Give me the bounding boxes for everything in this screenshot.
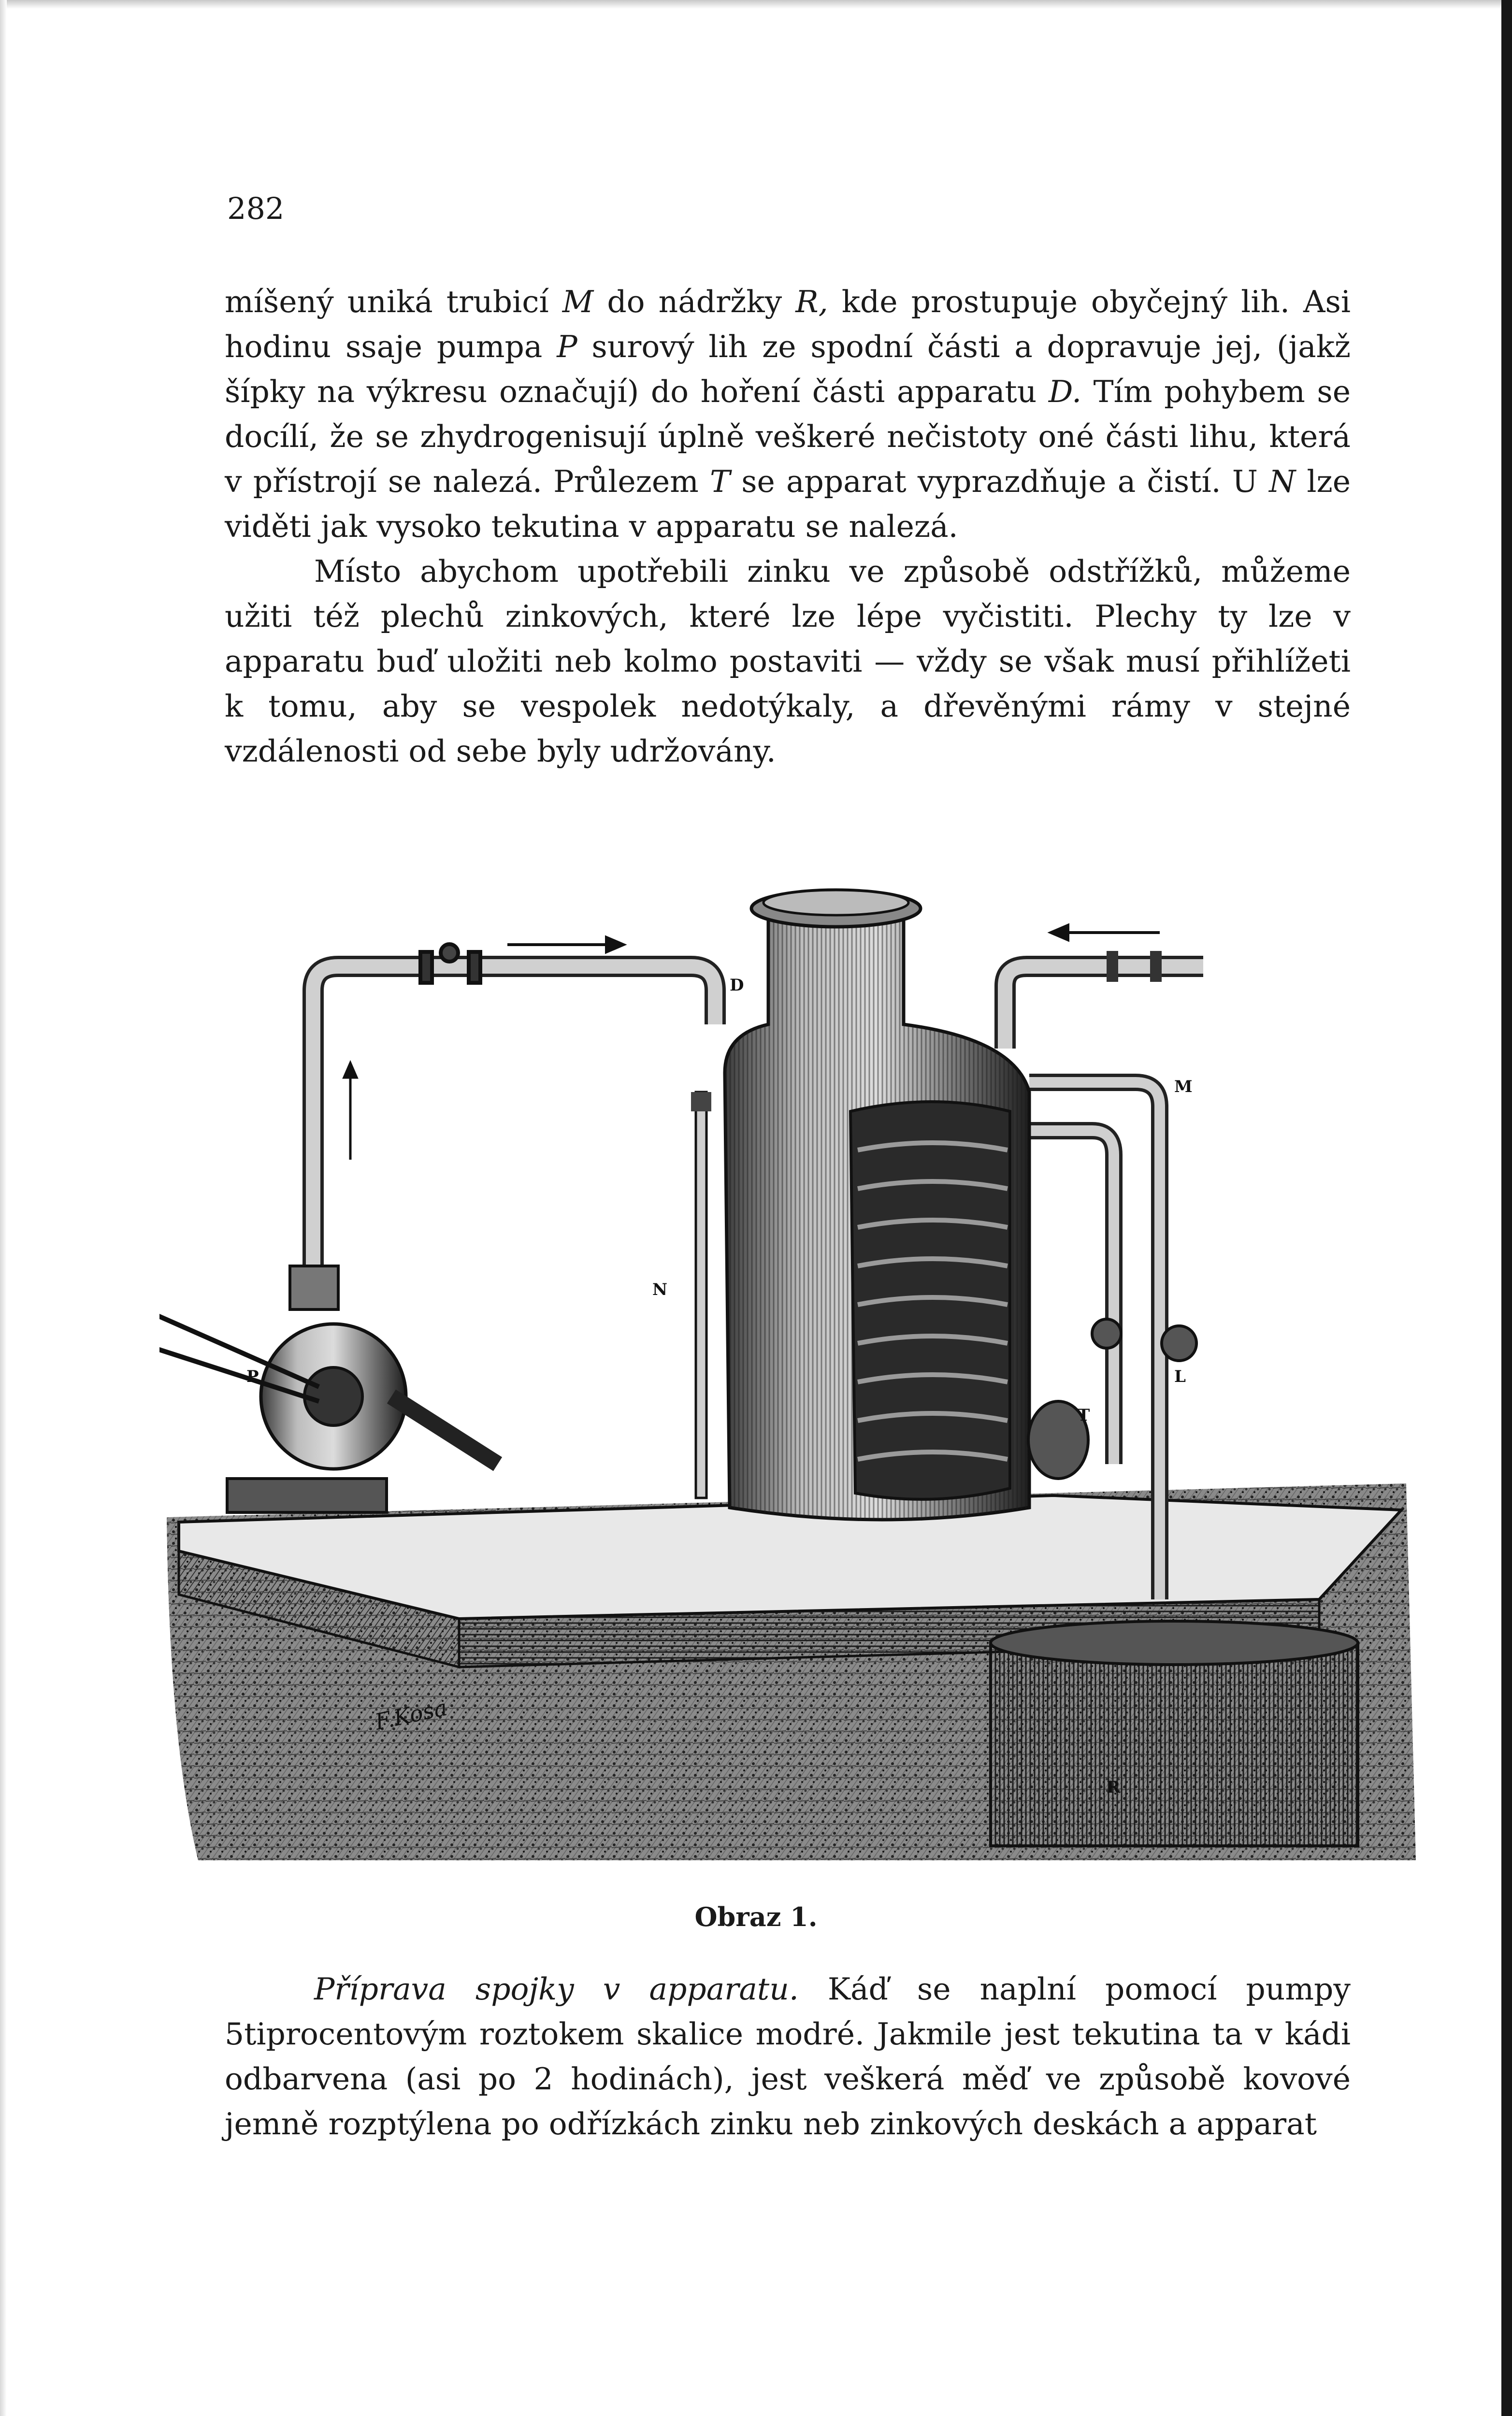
- scan-edge-left: [0, 0, 7, 2416]
- paragraph-1: [225, 279, 1351, 549]
- scan-edge-top: [0, 0, 1512, 9]
- vat-r: [991, 1621, 1358, 1846]
- text-segment: lze viděti jak vysoko tekutina v apparatu se nalezá.: [225, 464, 1351, 544]
- label-n-fig: N: [652, 1280, 668, 1299]
- label-d-fig: D: [730, 976, 744, 995]
- flow-arrow-right: [507, 937, 623, 952]
- left-pipe: [313, 944, 715, 1266]
- paragraph-3: [225, 1967, 1351, 2146]
- text-segment: surový lih ze spodní části a dopravuje jej, (jakž šípky na výkresu označují) do hoření části apparatu: [225, 329, 1351, 409]
- engraver-signature: F.Kosa: [373, 1694, 450, 1735]
- scan-edge-right: [1501, 0, 1512, 2416]
- label-d: D.: [1048, 374, 1082, 409]
- flow-arrow-up: [344, 1063, 357, 1160]
- text-segment: míšený uniká trubicí: [225, 284, 562, 319]
- flow-arrow-left: [1051, 925, 1160, 940]
- label-r: R,: [795, 284, 828, 319]
- level-gauge-n: [691, 1092, 711, 1498]
- text-segment: Tím pohybem se docílí, že se zhydrogenisují úplně veškeré nečistoty oné části lihu, která v přístrojí se nalezá. Průlezem: [225, 374, 1351, 499]
- vessel-d: [725, 890, 1088, 1520]
- pump-p: [159, 1266, 498, 1512]
- label-p-fig: P: [246, 1367, 259, 1386]
- label-r-fig: R: [1107, 1778, 1121, 1797]
- figure-caption: Obraz 1.: [694, 1901, 818, 1932]
- paragraph-3-text: Káď se naplní pomocí pumpy 5tiprocentovým roztokem skalice modré. Jakmile jest tekutina ta v kádi odbarvena (asi po 2 hodinách), jest veškerá měď ve způsobě kovové jemně rozptýlena po odřízkách zinku neb zinkových deskách a apparat: [225, 1971, 1351, 2142]
- apparatus-illustration: [159, 821, 1426, 1870]
- paragraph-2: [225, 549, 1351, 774]
- page-number: 282: [227, 191, 285, 226]
- engraving: [159, 821, 1426, 1870]
- label-m: M: [562, 284, 594, 319]
- label-t: T: [710, 464, 731, 499]
- label-m-fig: M: [1174, 1077, 1193, 1096]
- section-lead: Příprava spojky v apparatu.: [314, 1971, 799, 2007]
- text-segment: do nádržky: [593, 284, 796, 319]
- label-t-fig: T: [1078, 1406, 1090, 1425]
- label-p: P: [557, 329, 577, 364]
- text-segment: kde prostupuje obyčejný lih. Asi hodinu ssaje pumpa: [225, 284, 1351, 364]
- label-n: N: [1269, 464, 1296, 499]
- label-l-fig: L: [1174, 1367, 1186, 1386]
- paragraph-2-text: Místo abychom upotřebili zinku ve způsobě odstřížků, můžeme užiti též plechů zinkových, které lze lépe vyčistiti. Plechy ty lze v apparatu buď uložiti neb kolmo postaviti — vždy se však musí přihlížeti k tomu, aby se vespolek nedotýkaly, a dřevěnými rámy v stejné vzdálenosti od sebe byly udržovány.: [225, 554, 1351, 769]
- text-segment: se apparat vyprazdňuje a čistí. U: [730, 464, 1269, 499]
